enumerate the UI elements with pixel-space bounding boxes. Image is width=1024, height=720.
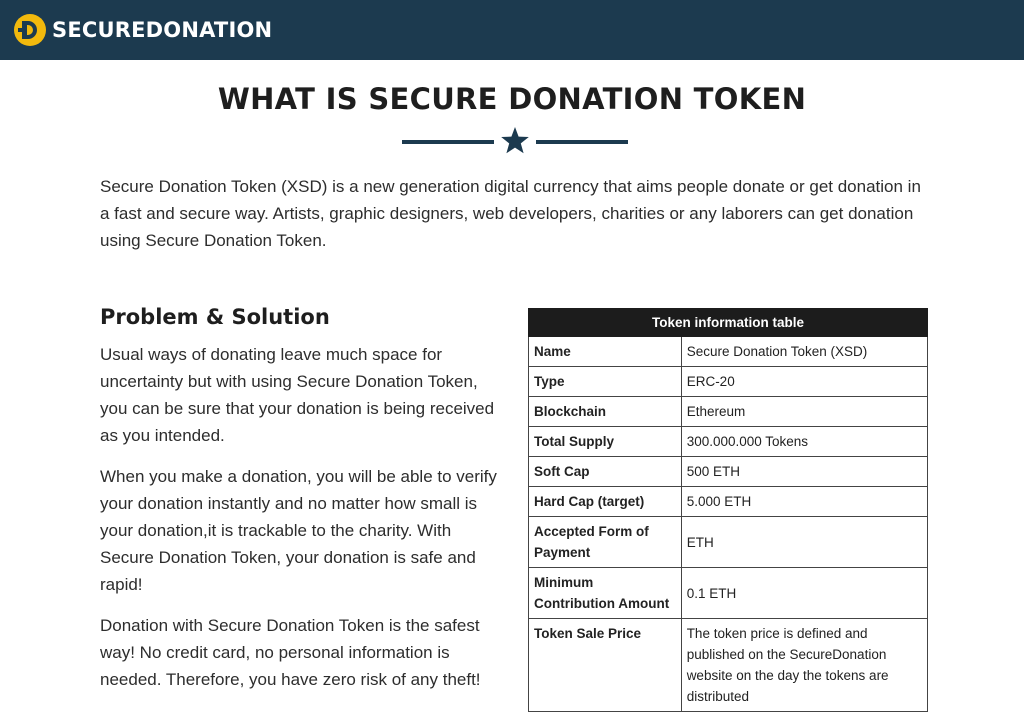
row-key: Minimum Contribution Amount (529, 568, 682, 619)
token-information-table (528, 308, 928, 712)
divider-line-left (402, 140, 494, 144)
row-key: Name (529, 337, 682, 367)
row-value: Ethereum (681, 397, 927, 427)
row-value: ERC-20 (681, 367, 927, 397)
table-row (529, 517, 928, 568)
row-key: Type (529, 367, 682, 397)
intro-paragraph: Secure Donation Token (XSD) is a new generation digital currency that aims people donate or get donation in a fast and secure way. Artists, graphic designers, web developers, charities or any laborers can get donation using Secure Donation Token. (100, 177, 921, 250)
row-key: Total Supply (529, 427, 682, 457)
table-row (529, 619, 928, 712)
table-row (529, 457, 928, 487)
top-nav-bar (0, 0, 1024, 60)
row-value: 0.1 ETH (681, 568, 927, 619)
table-row (529, 427, 928, 457)
row-value: ETH (681, 517, 927, 568)
table-row (529, 568, 928, 619)
logo-text: SECUREDONATION (52, 18, 273, 42)
table-title: Token information table (529, 309, 928, 337)
row-value: 500 ETH (681, 457, 927, 487)
title-divider (402, 126, 628, 156)
row-key: Soft Cap (529, 457, 682, 487)
site-logo[interactable] (14, 13, 272, 47)
row-value: The token price is defined and published on the SecureDonation website on the day the tokens are distributed (681, 619, 927, 712)
table-row (529, 367, 928, 397)
table-row (529, 397, 928, 427)
row-key: Hard Cap (target) (529, 487, 682, 517)
row-key: Blockchain (529, 397, 682, 427)
row-value: 5.000 ETH (681, 487, 927, 517)
row-key: Token Sale Price (529, 619, 682, 712)
row-value: 300.000.000 Tokens (681, 427, 927, 457)
problem-paragraph-3: Donation with Secure Donation Token is the safest way! No credit card, no personal information is needed. Therefore, you have zero risk of any theft! (100, 616, 481, 689)
divider-line-right (536, 140, 628, 144)
table-row (529, 337, 928, 367)
row-value: Secure Donation Token (XSD) (681, 337, 927, 367)
table-row (529, 487, 928, 517)
problem-paragraph-1: Usual ways of donating leave much space for uncertainty but with using Secure Donation Token, you can be sure that your donation is being received as you intended. (100, 345, 495, 445)
row-key: Accepted Form of Payment (529, 517, 682, 568)
star-icon (500, 126, 530, 156)
coin-d-icon (14, 14, 46, 46)
section-heading: Problem & Solution (100, 305, 330, 329)
page-title: WHAT IS SECURE DONATION TOKEN (217, 82, 807, 116)
problem-paragraph-2: When you make a donation, you will be able to verify your donation instantly and no matter how small is your donation,it is trackable to the charity. With Secure Donation Token, your donation is safe and rapid! (100, 467, 497, 594)
